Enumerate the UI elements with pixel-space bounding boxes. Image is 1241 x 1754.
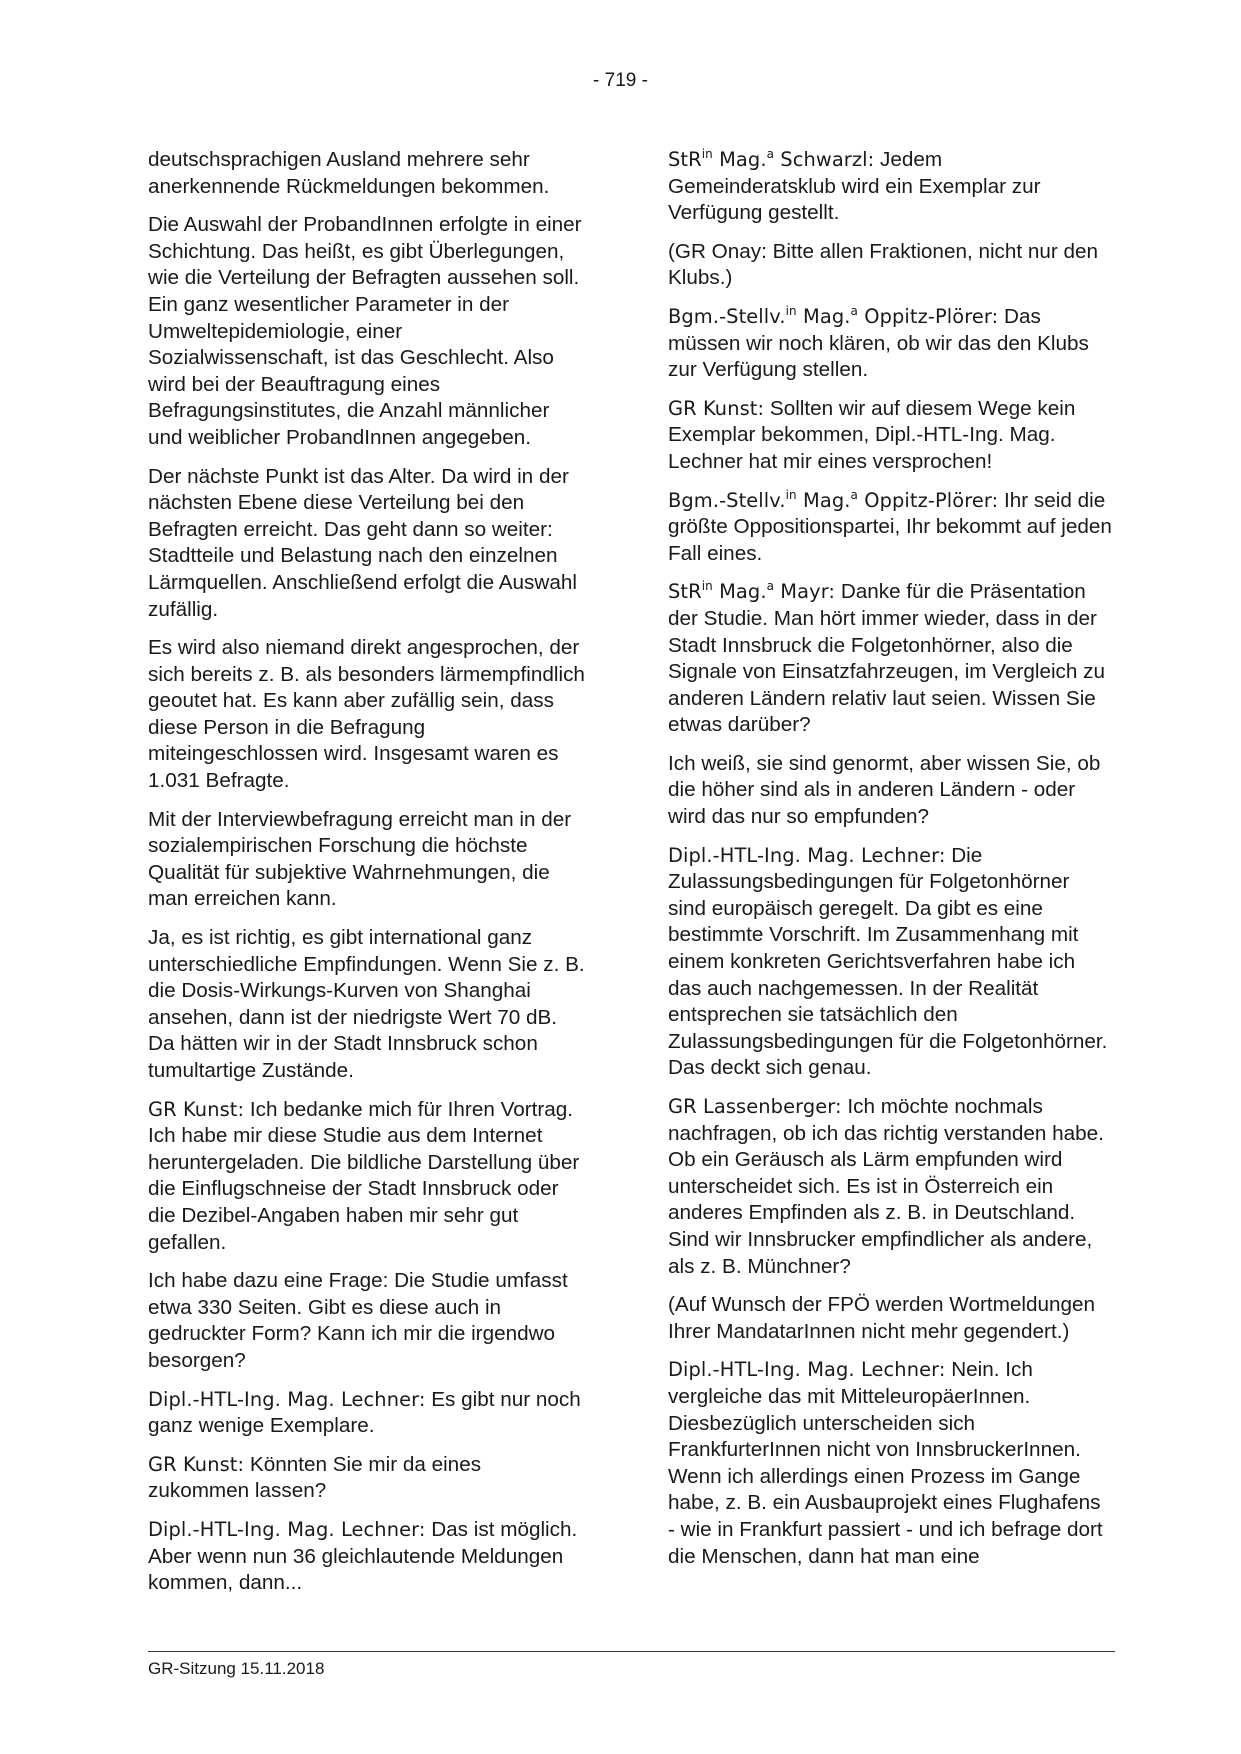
paragraph: Die Auswahl der ProbandInnen erfolgte in einer Schichtung. Das heißt, es gibt Überlegungen, wie die Verteilung der Befragten aussehen soll. Ein ganz wesentlicher Parameter in der Umweltepidemiologie, einer Sozialwissenschaft, ist das Geschlecht. Also wird bei der Beauftragung eines Befragungsinstitutes, die Anzahl männlicher und weiblicher ProbandInnen angegeben. (148, 213, 582, 449)
paragraph: StR$^{in}$ Mag.$^a$ Schwarzl: Jedem Gemeinderatsklub wird ein Exemplar zur Verfügung gestellt. (668, 147, 1041, 225)
speaker-name: Bgm.-Stellv.$^{in}$ Mag.$^a$ Oppitz-Plörer: (668, 487, 999, 512)
paragraph: Es wird also niemand direkt angesprochen, der sich bereits z. B. als besonders lärmempfindlich geoutet hat. Es kann aber zufällig sein, dass diese Person in die Befragung miteingeschlossen wird. Insgesamt waren es 1.031 Befragte. (148, 636, 585, 793)
paragraph: Dipl.-HTL-Ing. Mag. Lechner: Das ist möglich. Aber wenn nun 36 gleichlautende Meldungen kommen, dann... (148, 1517, 578, 1595)
paragraph: StR$^{in}$ Mag.$^a$ Mayr: Danke für die Präsentation der Studie. Man hört immer wieder, dass in der Stadt Innsbruck die Folgetonhörner, also die Signale von Einsatzfahrzeugen, im Vergleich zu anderen Ländern relativ laut seien. Wissen Sie etwas darüber? (668, 579, 1105, 737)
left-column (148, 147, 585, 1609)
paragraph: GR Lassenberger: Ich möchte nochmals nachfragen, ob ich das richtig verstanden habe. Ob ein Geräusch als Lärm empfunden wird unterscheidet sich. Es ist in Österreich ein anderes Empfinden als z. B. in Deutschland. Sind wir Innsbrucker empfindlicher als andere, als z. B. Münchner? (668, 1095, 1104, 1278)
paragraph: Bgm.-Stellv.$^{in}$ Mag.$^a$ Oppitz-Plörer: Das müssen wir noch klären, ob wir das den Klubs zur Verfügung stellen. (668, 303, 1089, 382)
page-number: - 719 - (593, 70, 648, 91)
paragraph: deutschsprachigen Ausland mehrere sehr anerkennende Rückmeldungen bekommen. (148, 148, 550, 198)
paragraph: (GR Onay: Bitte allen Fraktionen, nicht nur den Klubs.) (668, 239, 1099, 290)
speaker-name: GR Lassenberger: (668, 1095, 842, 1118)
paragraph: (Auf Wunsch der FPÖ werden Wortmeldungen Ihrer MandatarInnen nicht mehr gegendert.) (668, 1293, 1095, 1343)
paragraph: Ich weiß, sie sind genormt, aber wissen Sie, ob die höher sind als in anderen Ländern - oder wird das nur so empfunden? (668, 751, 1101, 829)
paragraph: Dipl.-HTL-Ing. Mag. Lechner: Es gibt nur noch ganz wenige Exemplare. (148, 1387, 581, 1438)
speaker-name: StR$^{in}$ Mag.$^a$ Mayr: (668, 579, 836, 604)
paragraph: Dipl.-HTL-Ing. Mag. Lechner: Nein. Ich vergleiche das mit MitteleuropäerInnen. Diesbezüglich unterscheiden sich FrankfurterInnen nicht von InnsbruckerInnen. Wenn ich allerdings einen Prozess im Gange habe, z. B. ein Ausbauprojekt eines Flughafens - wie in Frankfurt passiert - und ich befrage dort die Menschen, dann hat man eine (668, 1358, 1103, 1568)
paragraph: GR Kunst: Sollten wir auf diesem Wege kein Exemplar bekommen, Dipl.-HTL-Ing. Mag. Lechner hat mir eines versprochen! (668, 396, 1076, 473)
speaker-name: Dipl.-HTL-Ing. Mag. Lechner: (148, 1517, 426, 1541)
paragraph: Dipl.-HTL-Ing. Mag. Lechner: Die Zulassungsbedingungen für Folgetonhörner sind europäisch geregelt. Da gibt es eine bestimmte Vorschrift. Im Zusammenhang mit einem konkreten Gerichtsverfahren habe ich das auch nachgemessen. In der Realität entsprechen sie tatsächlich den Zulassungsbedingungen für die Folgetonhörner. Das deckt sich genau. (668, 843, 1108, 1080)
paragraph: Mit der Interviewbefragung erreicht man in der sozialempirischen Forschung die höchste Qualität für subjektive Wahrnehmungen, die man erreichen kann. (148, 807, 572, 911)
speaker-name: GR Kunst: (148, 1452, 245, 1476)
paragraph: Ja, es ist richtig, es gibt international ganz unterschiedliche Empfindungen. Wenn Sie z. B. die Dosis-Wirkungs-Kurven von Shanghai ansehen, dann ist der niedrigste Wert 70 dB. Da hätten wir in der Stadt Innsbruck schon tumultartige Zustände. (148, 926, 585, 1082)
speaker-name: GR Kunst: (668, 396, 765, 420)
footer-session-date: GR-Sitzung 15.11.2018 (148, 1659, 325, 1678)
paragraph: Bgm.-Stellv.$^{in}$ Mag.$^a$ Oppitz-Plörer: Ihr seid die größte Oppositionspartei, Ihr bekommt auf jeden Fall eines. (668, 487, 1112, 565)
speaker-name: Bgm.-Stellv.$^{in}$ Mag.$^a$ Oppitz-Plörer: (668, 303, 999, 328)
paragraph: Ich habe dazu eine Frage: Die Studie umfasst etwa 330 Seiten. Gibt es diese auch in gedruckter Form? Kann ich mir die irgendwo besorgen? (148, 1269, 568, 1372)
right-column (668, 147, 1112, 1582)
paragraph: GR Kunst: Ich bedanke mich für Ihren Vortrag. Ich habe mir diese Studie aus dem Internet heruntergeladen. Die bildliche Darstellung über die Einflugschneise der Stadt Innsbruck oder die Dezibel-Angaben haben mir sehr gut gefallen. (148, 1097, 580, 1254)
paragraph: GR Kunst: Könnten Sie mir da eines zukommen lassen? (148, 1452, 482, 1503)
speaker-name: GR Kunst: (148, 1097, 245, 1121)
footer-divider (148, 1651, 1115, 1652)
paragraph: Der nächste Punkt ist das Alter. Da wird in der nächsten Ebene diese Verteilung bei den Befragten erreicht. Das geht dann so weiter: Stadtteile und Belastung nach den einzelnen Lärmquellen. Anschließend erfolgt die Auswahl zufällig. (148, 464, 577, 621)
speaker-name: Dipl.-HTL-Ing. Mag. Lechner: (148, 1387, 426, 1411)
speaker-name: StR$^{in}$ Mag.$^a$ Schwarzl: (668, 147, 875, 171)
speaker-name: Dipl.-HTL-Ing. Mag. Lechner: (668, 1358, 946, 1382)
speaker-name: Dipl.-HTL-Ing. Mag. Lechner: (668, 843, 946, 867)
